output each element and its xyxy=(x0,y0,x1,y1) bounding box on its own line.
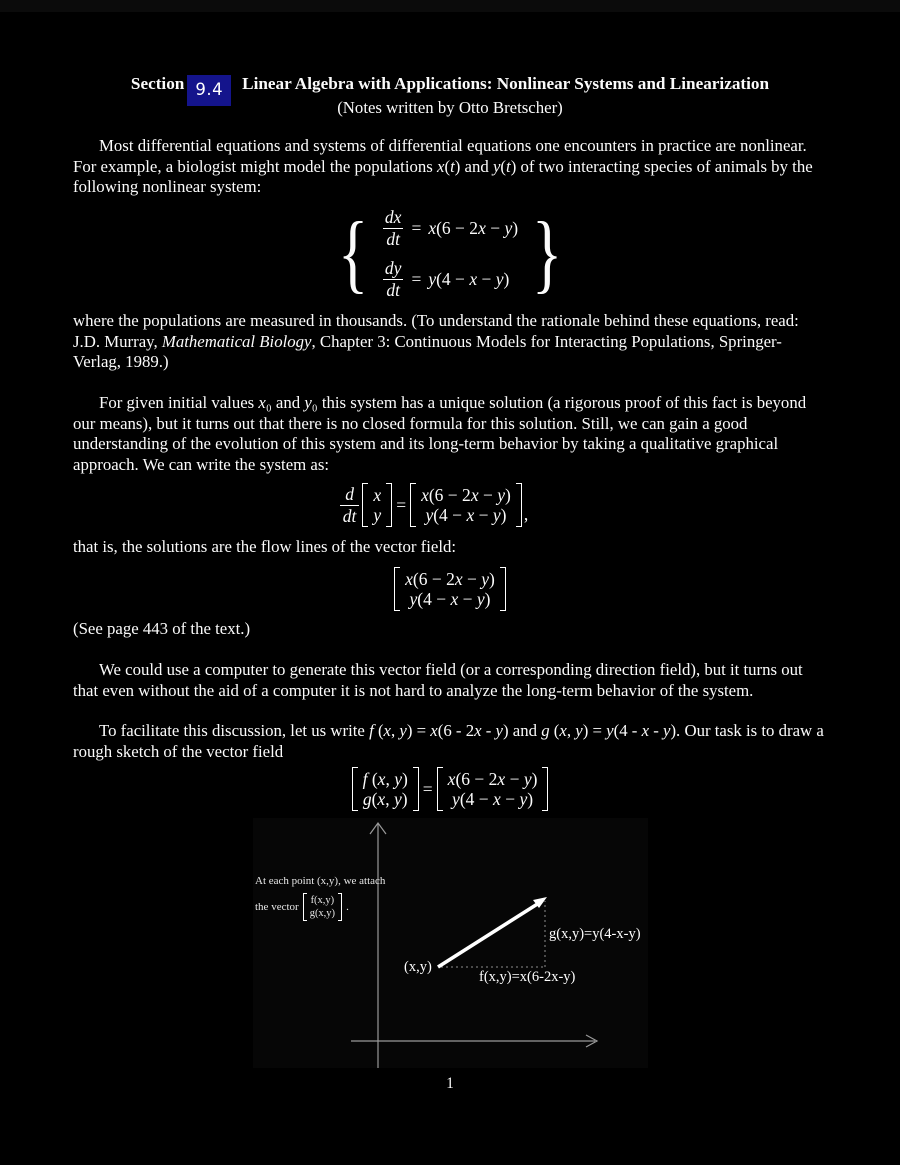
equals-sign: = xyxy=(411,218,422,238)
paragraph-see-page: (See page 443 of the text.) xyxy=(73,619,251,638)
subtitle: (Notes written by Otto Bretscher) xyxy=(337,98,563,117)
title-text: Linear Algebra with Applications: Nonlinear Systems and Linearization xyxy=(242,74,770,93)
fraction-ddt: $\frac{d}{dt}$ xyxy=(340,485,360,526)
system-rows xyxy=(382,208,518,300)
trailing-comma: , xyxy=(523,504,529,524)
caption-line-2 xyxy=(255,893,385,921)
rhs-expression: x(6 − 2x − y) xyxy=(428,218,519,238)
fg-vector: f (x, y) g(x, y) xyxy=(352,767,419,811)
field-expression-vector: x(6 − 2x − y) y(4 − x − y) xyxy=(437,767,549,811)
viewport-top-edge xyxy=(0,0,900,12)
system-row-1 xyxy=(382,208,518,249)
diagram-caption xyxy=(255,874,385,921)
x-component-label: f(x,y)=x(6-2x-y) xyxy=(479,969,576,985)
xy-vector: x y xyxy=(362,483,392,527)
fraction-dxdt: $\frac{dx}{dt}$ xyxy=(384,207,402,249)
caption-prefix: the vector xyxy=(255,901,299,913)
vector-arrow-shaft xyxy=(438,903,539,967)
y-component-label: g(x,y)=y(4-x-y) xyxy=(549,926,641,942)
vector-field-matrix: x(6 − 2x − y) y(4 − x − y) xyxy=(394,567,506,611)
equals-sign: = xyxy=(422,778,433,799)
caption-vector-matrix: f(x,y) g(x,y) xyxy=(303,893,342,921)
section-word: Section xyxy=(130,74,185,93)
caption-suffix: . xyxy=(346,901,349,913)
equation-fg-definition xyxy=(0,763,900,815)
equation-ode-system: { $\frac{dx}{dt}$ = x(6 − 2x − y) $\frac{dy}{dt}$ = y(4 − x − y) } xyxy=(337,205,563,302)
section-number-field[interactable]: 9.4 xyxy=(187,75,231,106)
caption-line-1: At each point (x,y), we attach xyxy=(255,875,386,887)
paragraph-intro: Most differential equations and systems of differential equations one encounters in practice are nonlinear. For example, a biologist might model the populations x(t) and y(t) of two interacting species of animals by the following nonlinear system: xyxy=(73,136,813,197)
fraction-dydt: $\frac{dy}{dt}$ xyxy=(384,258,402,300)
point-label: (x,y) xyxy=(404,959,432,975)
equals-sign: = xyxy=(411,269,422,289)
system-row-2 xyxy=(382,259,518,300)
paragraph-initial-values: For given initial values x₀ and y₀ this system has a unique solution (a rigorous proof of this fact is beyond our means), but it turns out that there is no closed formula for this solution. Still, we can gain a good understanding of the evolution of this system and its long-term behavior by taking a qualitative graphical approach. We can write the system as: xyxy=(73,393,807,474)
paragraph-facilitate: To facilitate this discussion, let us write f (x, y) = x(6 - 2x - y) and g (x, y) = y(4 - x - y). Our task is to draw a rough sketch of the vector field xyxy=(73,721,824,761)
equation-vector-field xyxy=(0,564,900,614)
diagram-canvas xyxy=(253,818,648,1068)
paragraph-reference: where the populations are measured in thousands. (To understand the rationale behind these equations, read: J.D. Murray, Mathematical Biology, Chapter 3: Continuous Models for Interacting Populations, Springer-Verlag, 1989.) xyxy=(73,311,799,372)
field-vector: x(6 − 2x − y) y(4 − x − y) xyxy=(410,483,522,527)
vector-field-diagram xyxy=(253,818,648,1068)
paragraph-flow-lines: that is, the solutions are the flow lines of the vector field: xyxy=(73,537,457,556)
rhs-expression: y(4 − x − y) xyxy=(428,269,510,289)
equals-sign: = xyxy=(396,494,407,515)
equation-matrix-form xyxy=(0,480,884,530)
paragraph-computer: We could use a computer to generate this vector field (or a corresponding direction field), but it turns out that even without the aid of a computer it is not hard to analyze the long-term behavior of the system. xyxy=(73,660,803,700)
page-number: 1 xyxy=(446,1075,454,1092)
